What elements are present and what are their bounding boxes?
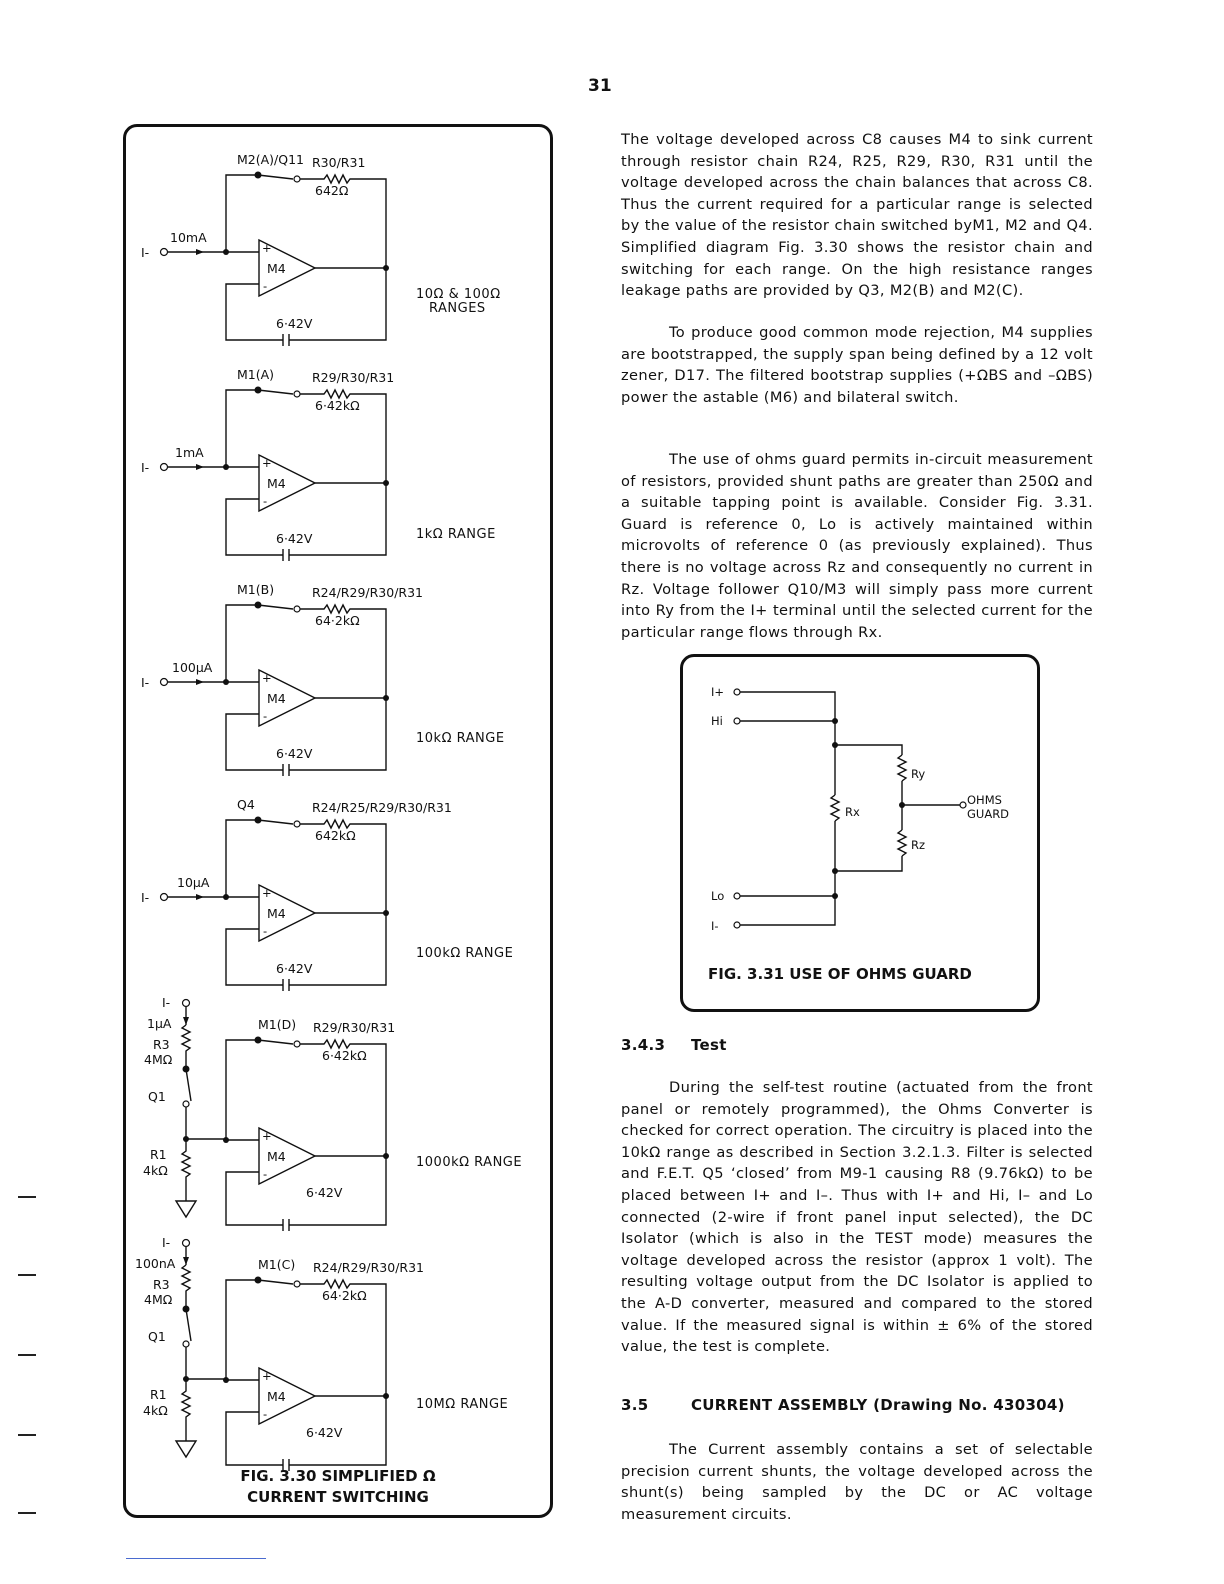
resistor-chain-label: R30/R31: [312, 155, 366, 170]
switch-label: M1(D): [258, 1017, 297, 1032]
range-label: 1000kΩ RANGE: [416, 1155, 523, 1170]
section-heading-3-4-3: [621, 1036, 727, 1054]
input-terminal-label: I-: [141, 675, 150, 690]
capacitor-voltage-label: 6·42V: [306, 1185, 343, 1200]
switch-label: M2(A)/Q11: [237, 152, 304, 167]
svg-text:-: -: [263, 1407, 268, 1421]
input-terminal-label: I-: [162, 995, 171, 1010]
resistor-value-label: 6·42kΩ: [322, 1048, 367, 1063]
r3-value-label: 4MΩ: [144, 1052, 173, 1067]
ohms-guard-label-line1: OHMS: [967, 793, 1002, 807]
range-label: 10MΩ RANGE: [416, 1397, 509, 1412]
range-label: 10kΩ RANGE: [416, 731, 505, 746]
paragraph-current-assembly: The Current assembly contains a set of selectable precision current shunts, the voltage developed across the shunt(s) being sampled by the DC or AC voltage measurement circuits.: [621, 1441, 1093, 1523]
range-label: 10Ω & 100Ω: [416, 287, 501, 302]
ry-resistor-icon: [898, 755, 906, 781]
figure-3-30-caption-line1: FIG. 3.30 SIMPLIFIED Ω: [240, 1467, 436, 1485]
r1-label: R1: [150, 1387, 167, 1402]
op-amp-label: M4: [267, 691, 286, 706]
section-number: 3.4.3: [621, 1036, 666, 1054]
terminal-i-minus-label: I-: [711, 919, 719, 933]
switch-label: M1(B): [237, 582, 275, 597]
input-terminal-label: I-: [141, 890, 150, 905]
paragraph-ohms-guard: The use of ohms guard permits in-circuit measurement of resistors, provided shunt paths are greater than 250Ω and a suitable tapping point is available. Consider Fig. 3.31. Guard is reference 0, Lo is actively maintained within microvolts of reference 0 (as previously explained). Thus there is no voltage across Rz and consequently no current in Rz. Voltage follower Q10/M3 will simply pass more current into Ry from the I+ terminal until the selected current for the particular range flows through Rx.: [621, 451, 1093, 641]
current-label: 10µA: [177, 875, 210, 890]
resistor-value-label: 6·42kΩ: [315, 398, 360, 413]
paragraph-c8-current: The voltage developed across C8 causes M4 to sink current through resistor chain R24, R25, R29, R30, R31 until the voltage developed across the chain balances that across C8. Thus the current required for a particular range is selected by the value of the resistor chain switched byM1, M2 and Q4. Simplified diagram Fig. 3.30 shows the resistor chain and switching for each range. On the high resistance ranges leakage paths are provided by Q3, M2(B) and M2(C).: [621, 131, 1093, 300]
input-terminal-label: I-: [141, 460, 150, 475]
q1-label: Q1: [148, 1329, 166, 1344]
capacitor-voltage-label: 6·42V: [276, 316, 313, 331]
svg-text:-: -: [263, 494, 268, 508]
terminal-lo: [734, 893, 740, 899]
ohms-guard-label-line2: GUARD: [967, 807, 1010, 821]
svg-text:+: +: [262, 886, 272, 900]
svg-text:+: +: [262, 241, 272, 255]
svg-text:+: +: [262, 671, 272, 685]
range-label-line2: RANGES: [429, 301, 486, 316]
switch-label: Q4: [237, 797, 255, 812]
capacitor-voltage-label: 6·42V: [276, 531, 313, 546]
section-title: Test: [691, 1036, 727, 1054]
r3-value-label: 4MΩ: [144, 1292, 173, 1307]
terminal-hi-label: Hi: [711, 714, 723, 728]
svg-text:+: +: [262, 1369, 272, 1383]
switch-label: M1(A): [237, 367, 275, 382]
resistor-value-label: 64·2kΩ: [315, 613, 360, 628]
section-title: CURRENT ASSEMBLY (Drawing No. 430304): [691, 1396, 1065, 1414]
r1-value-label: 4kΩ: [143, 1403, 168, 1418]
range-label: 1kΩ RANGE: [416, 527, 496, 542]
svg-text:+: +: [262, 1129, 272, 1143]
input-terminal-label: I-: [141, 245, 150, 260]
terminal-lo-label: Lo: [711, 889, 725, 903]
current-label: 1µA: [147, 1016, 172, 1031]
resistor-chain-label: R29/R30/R31: [313, 1020, 396, 1035]
op-amp-label: M4: [267, 261, 286, 276]
terminal-hi: [734, 718, 740, 724]
svg-text:-: -: [263, 709, 268, 723]
capacitor-voltage-label: 6·42V: [276, 961, 313, 976]
r3-label: R3: [153, 1277, 170, 1292]
resistor-value-label: 64·2kΩ: [322, 1288, 367, 1303]
figure-3-30-caption-line2: CURRENT SWITCHING: [247, 1488, 429, 1506]
switch-label: M1(C): [258, 1257, 296, 1272]
paragraph-common-mode: To produce good common mode rejection, M4 supplies are bootstrapped, the supply span being defined by a 12 volt zener, D17. The filtered bootstrap supplies (+ΩBS and –ΩBS) power the astable (M6) and bilateral switch.: [621, 324, 1093, 406]
r3-label: R3: [153, 1037, 170, 1052]
ohms-guard-terminal: [960, 802, 966, 808]
page-number: 31: [588, 76, 612, 96]
rz-label: Rz: [911, 838, 926, 852]
range-label: 100kΩ RANGE: [416, 946, 514, 961]
rz-resistor-icon: [898, 830, 906, 856]
input-terminal-label: I-: [162, 1235, 171, 1250]
r1-label: R1: [150, 1147, 167, 1162]
resistor-chain-label: R24/R29/R30/R31: [313, 1260, 424, 1275]
q1-label: Q1: [148, 1089, 166, 1104]
op-amp-label: M4: [267, 1389, 286, 1404]
capacitor-voltage-label: 6·42V: [276, 746, 313, 761]
svg-text:-: -: [263, 1167, 268, 1181]
terminal-i-plus-label: I+: [711, 685, 725, 699]
rx-label: Rx: [845, 805, 860, 819]
svg-text:+: +: [262, 456, 272, 470]
rx-resistor-icon: [831, 795, 839, 821]
figure-3-31-caption: FIG. 3.31 USE OF OHMS GUARD: [708, 965, 972, 983]
r1-value-label: 4kΩ: [143, 1163, 168, 1178]
op-amp-label: M4: [267, 1149, 286, 1164]
op-amp-label: M4: [267, 906, 286, 921]
svg-text:-: -: [263, 279, 268, 293]
current-label: 10mA: [170, 230, 207, 245]
current-label: 1mA: [175, 445, 204, 460]
terminal-i-plus: [734, 689, 740, 695]
svg-text:-: -: [263, 924, 268, 938]
op-amp-label: M4: [267, 476, 286, 491]
current-label: 100µA: [172, 660, 213, 675]
terminal-i-minus: [734, 922, 740, 928]
section-heading-3-5: [621, 1396, 1065, 1414]
current-label: 100nA: [135, 1256, 176, 1271]
resistor-chain-label: R24/R25/R29/R30/R31: [312, 800, 452, 815]
resistor-chain-label: R24/R29/R30/R31: [312, 585, 423, 600]
paragraph-test: During the self-test routine (actuated from the front panel or remotely programmed), the Ohms Converter is checked for correct operation. The circuitry is placed into the 10kΩ range as described in Section 3.2.1.3. Filter is selected and F.E.T. Q5 ‘closed’ from M9-1 causing R8 (9.76kΩ) to be placed between I+ and I–. Thus with I+ and Hi, I– and Lo connected (2-wire if front panel input selected), the DC Isolator (which is also in the TEST mode) measures the voltage developed across the resistor (approx 1 volt). The resulting voltage output from the DC Isolator is applied to the A-D converter, measured and compared to the stored value. If the measured signal is within ± 6% of the stored value, the test is complete.: [621, 1079, 1093, 1356]
section-number: 3.5: [621, 1396, 649, 1414]
resistor-value-label: 642kΩ: [315, 828, 356, 843]
ry-label: Ry: [911, 767, 926, 781]
resistor-chain-label: R29/R30/R31: [312, 370, 395, 385]
capacitor-voltage-label: 6·42V: [306, 1425, 343, 1440]
resistor-value-label: 642Ω: [315, 183, 349, 198]
